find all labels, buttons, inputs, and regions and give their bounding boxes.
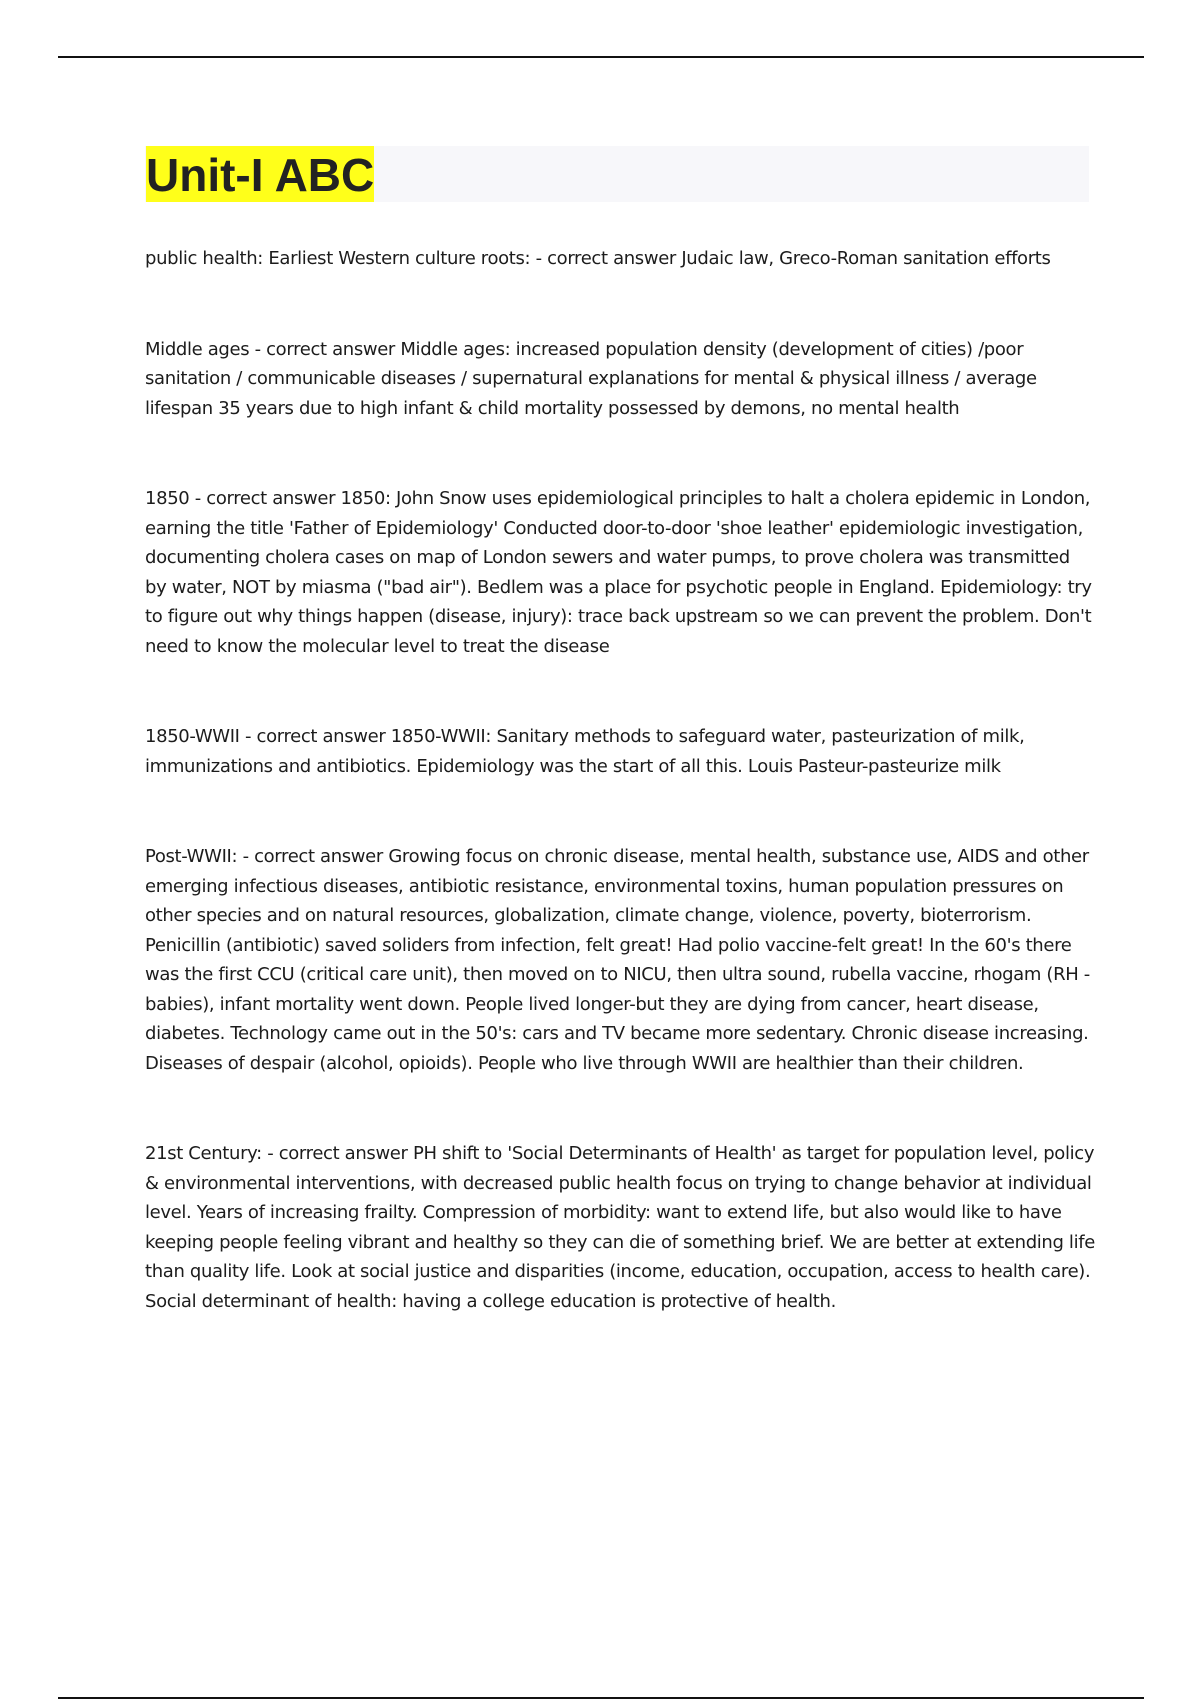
top-rule bbox=[58, 56, 1144, 58]
document-title: Unit-I ABC bbox=[146, 146, 374, 202]
entry-list bbox=[145, 244, 1095, 1377]
entry-middle-ages: Middle ages - correct answer Middle ages: increased population density (development of cities) /poor sanitation / communicable diseases / supernatural explanations for mental & physical illness / average lifespan 35 years due to high infant & child mortality possessed by demons, no mental health bbox=[145, 338, 1037, 419]
document-title-wrapper bbox=[145, 146, 375, 202]
bottom-rule bbox=[58, 1697, 1144, 1699]
entry-public-health: public health: Earliest Western culture roots: - correct answer Judaic law, Greco-Roman sanitation efforts bbox=[145, 248, 1051, 269]
entry-1850: 1850 - correct answer 1850: John Snow uses epidemiological principles to halt a cholera epidemic in London, earning the title 'Father of Epidemiology' Conducted door-to-door 'shoe leather' epidemiologic investigation, documenting cholera cases on map of London sewers and water pumps, to prove cholera was transmitted by water, NOT by miasma ("bad air"). Bedlem was a place for psychotic people in England. Epidemiology: try to figure out why things happen (disease, injury): trace back upstream so we can prevent the problem. Don't need to know the molecular level to treat the disease bbox=[145, 488, 1092, 657]
entry-1850-wwii: 1850-WWII - correct answer 1850-WWII: Sanitary methods to safeguard water, pasteurization of milk, immunizations and antibiotics. Epidemiology was the start of all this. Louis Pasteur-pasteurize milk bbox=[145, 726, 1025, 777]
entry-21st-century: 21st Century: - correct answer PH shift to 'Social Determinants of Health' as target for population level, policy & environmental interventions, with decreased public health focus on trying to change behavior at individual level. Years of increasing frailty. Compression of morbidity: want to extend life, but also would like to have keeping people feeling vibrant and healthy so they can die of something brief. We are better at extending life than quality life. Look at social justice and disparities (income, education, occupation, access to health care). Social determinant of health: having a college education is protective of health. bbox=[145, 1143, 1095, 1312]
entry-post-wwii: Post-WWII: - correct answer Growing focus on chronic disease, mental health, substance use, AIDS and other emerging infectious diseases, antibiotic resistance, environmental toxins, human population pressures on other species and on natural resources, globalization, climate change, violence, poverty, bioterrorism. Penicillin (antibiotic) saved soliders from infection, felt great! Had polio vaccine-felt great! In the 60's there was the first CCU (critical care unit), then moved on to NICU, then ultra sound, rubella vaccine, rhogam (RH - babies), infant mortality went down. People lived longer-but they are dying from cancer, heart disease, diabetes. Technology came out in the 50's: cars and TV became more sedentary. Chronic disease increasing. Diseases of despair (alcohol, opioids). People who live through WWII are healthier than their children. bbox=[145, 846, 1090, 1074]
